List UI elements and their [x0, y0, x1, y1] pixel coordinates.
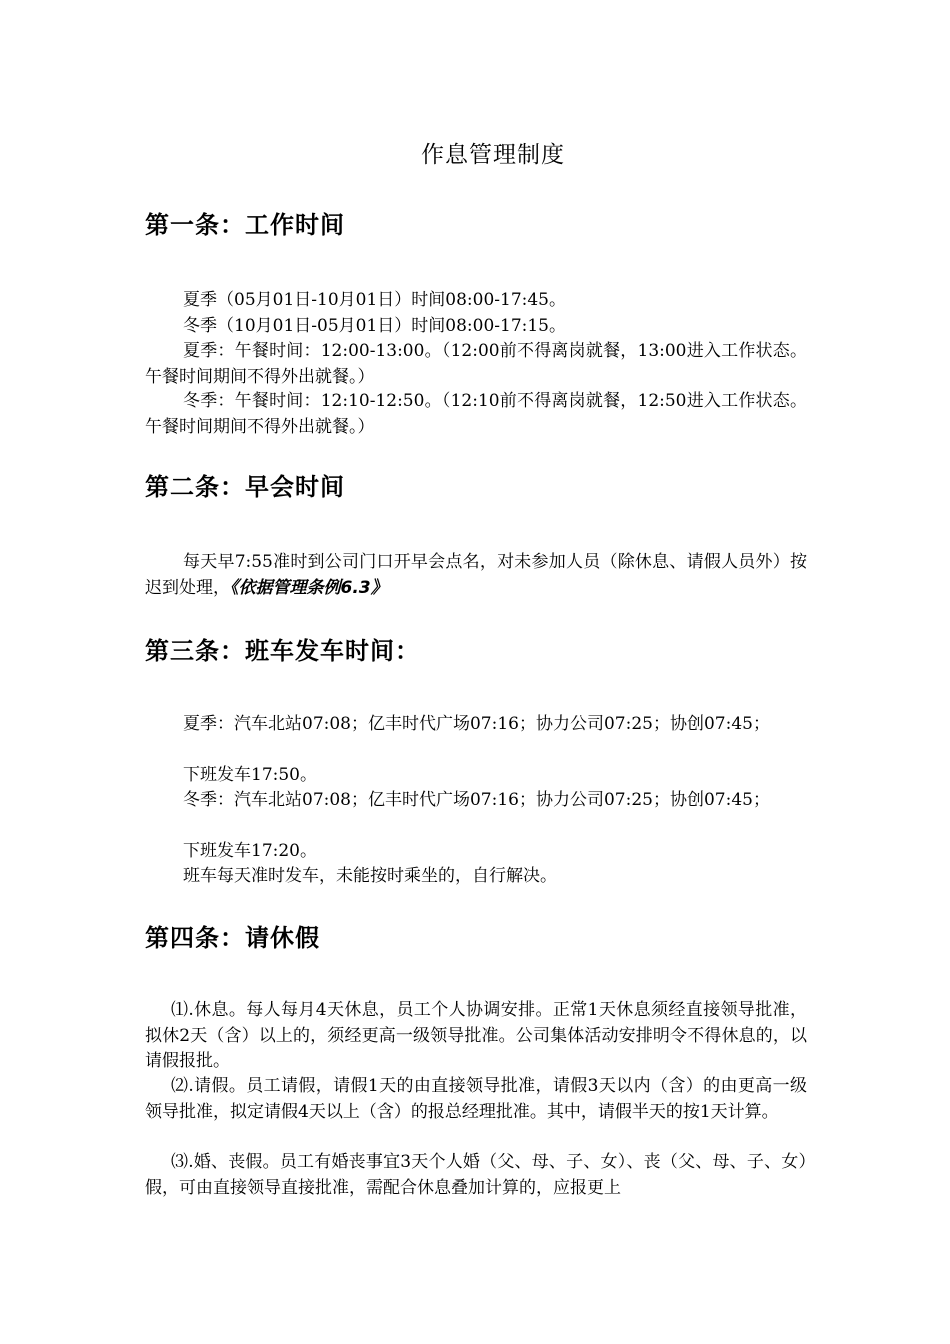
paragraph: 下班发车17:20。 — [183, 841, 317, 861]
paragraph: ⑶.婚、丧假。员工有婚丧事宜3天个人婚（父、母、子、女）、丧（父、母、子、女）假，可由直接领导直接批准，需配合休息叠加计算的，应报更上 — [145, 1152, 807, 1198]
paragraph: 夏季（05月01日-10月01日）时间08:00-17:45。 — [183, 290, 566, 310]
section-heading-2: 第二条：早会时间 — [145, 473, 345, 501]
paragraph — [145, 550, 807, 601]
paragraph: ⑴.休息。每人每月4天休息，员工个人协调安排。正常1天休息须经直接领导批准，拟休2天（含）以上的，须经更高一级领导批准。公司集体活动安排明令不得休息的，以请假报批。 — [145, 1000, 807, 1071]
section-heading-4: 第四条：请休假 — [145, 924, 320, 952]
paragraph: 冬季（10月01日-05月01日）时间08:00-17:15。 — [183, 316, 566, 336]
paragraph: 班车每天准时发车，未能按时乘坐的，自行解决。 — [183, 866, 557, 886]
section-heading-3: 第三条：班车发车时间： — [145, 637, 420, 665]
paragraph: ⑵.请假。员工请假，请假1天的由直接领导批准，请假3天以内（含）的由更高一级领导批准，拟定请假4天以上（含）的报总经理批准。其中，请假半天的按1天计算。 — [145, 1076, 807, 1122]
paragraph: 夏季：午餐时间：12:00-13:00。（12:00前不得离岗就餐，13:00进入工作状态。午餐时间期间不得外出就餐。） — [145, 341, 807, 387]
paragraph: 冬季：汽车北站07:08；亿丰时代广场07:16；协力公司07:25；协创07:45； — [183, 790, 770, 810]
paragraph: 夏季：汽车北站07:08；亿丰时代广场07:16；协力公司07:25；协创07:45； — [183, 714, 770, 734]
regulation-reference: 《依据管理条例6.3》 — [230, 577, 388, 598]
document-title: 作息管理制度 — [421, 142, 565, 168]
section-heading-1: 第一条：工作时间 — [145, 211, 345, 239]
paragraph: 冬季：午餐时间：12:10-12:50。（12:10前不得离岗就餐，12:50进入工作状态。午餐时间期间不得外出就餐。） — [145, 391, 807, 437]
paragraph: 下班发车17:50。 — [183, 765, 317, 785]
paragraph-text: 每天早7:55准时到公司门口开早会点名，对未参加人员（除休息、请假人员外）按迟到处理， — [145, 552, 807, 598]
